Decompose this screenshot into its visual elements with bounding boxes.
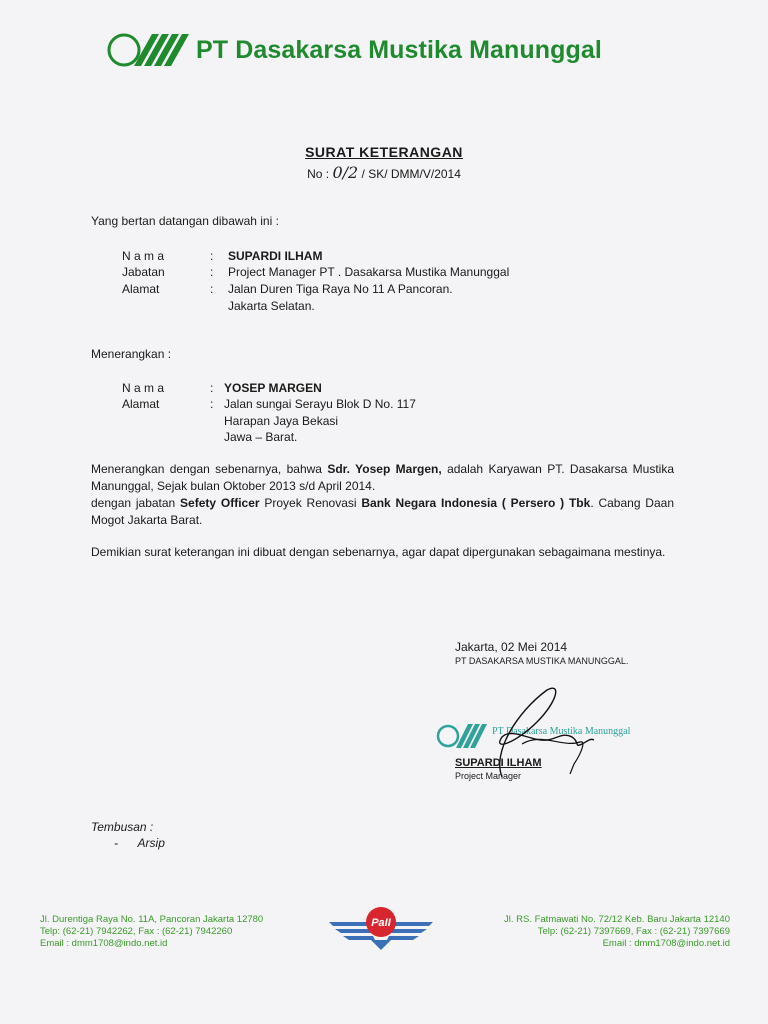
body-text: dengan jabatan <box>91 496 181 510</box>
field-colon: : <box>210 249 214 263</box>
footer-left-address <box>40 914 263 950</box>
bank-name: Bank Negara Indonesia ( Persero ) Tbk <box>361 496 591 510</box>
document-title: SURAT KETERANGAN <box>305 144 463 160</box>
company-logo-icon <box>104 28 194 72</box>
footer-right-address <box>504 914 730 950</box>
footer-line: Telp: (62-21) 7942262, Fax : (62-21) 7942260 <box>40 926 233 937</box>
footer-line: Jl. RS. Fatmawati No. 72/12 Keb. Baru Jakarta 12140 <box>503 914 730 925</box>
body-text: adalah Karyawan PT. Dasakarsa Mustika Manunggal, Sejak bulan Oktober 2013 s/d April 2014. <box>91 462 674 493</box>
footer-line: Email : dmm1708@indo.net.id <box>40 938 168 949</box>
body-text: Menerangkan dengan sebenarnya, bahwa <box>91 462 328 476</box>
field-label: Alamat <box>122 397 160 411</box>
body-text: Proyek Renovasi <box>259 496 362 510</box>
signature-company: PT DASAKARSA MUSTIKA MANUNGGAL. <box>455 656 629 666</box>
field-value: Jawa – Barat. <box>224 430 298 444</box>
document-number <box>0 163 768 182</box>
employee-name: Sdr. Yosep Margen, <box>327 462 442 476</box>
number-handwritten: 0/2 <box>332 163 359 182</box>
signer-position: Project Manager <box>455 771 522 781</box>
cc-label: Tembusan : <box>91 820 154 834</box>
field-label: Jabatan <box>122 265 165 279</box>
field-value: Jalan sungai Serayu Blok D No. 117 <box>224 397 416 411</box>
signature-block <box>455 640 628 666</box>
field-value: Jalan Duren Tiga Raya No 11 A Pancoran. <box>228 282 453 296</box>
field-colon: : <box>210 381 214 395</box>
body-paragraph-1 <box>91 461 674 495</box>
number-prefix: No : <box>307 167 330 181</box>
field-value: Harapan Jaya Bekasi <box>224 414 339 428</box>
field-colon: : <box>210 265 214 279</box>
company-name: PT Dasakarsa Mustika Manunggal <box>196 35 602 64</box>
number-suffix: / SK/ DMM/V/2014 <box>361 167 461 181</box>
title-block <box>0 144 768 182</box>
field-value: Jakarta Selatan. <box>228 299 315 313</box>
field-label: Alamat <box>122 282 160 296</box>
field-value: SUPARDI ILHAM <box>228 249 323 263</box>
field-label: N a m a <box>122 381 165 395</box>
footer-line: Jl. Durentiga Raya No. 11A, Pancoran Jakarta 12780 <box>40 914 264 925</box>
letterhead <box>104 28 602 72</box>
footer-line: Email : dmm1708@indo.net.id <box>602 938 730 949</box>
field-colon: : <box>210 397 214 411</box>
body-text: . Cabang Daan Mogot Jakarta Barat. <box>91 496 674 527</box>
cc-item: - Arsip <box>114 836 165 850</box>
emblem-text: PaII <box>371 917 391 929</box>
winged-emblem-logo-icon <box>325 900 437 952</box>
stamp-text: PT Dasakarsa Mustika Manunggal <box>492 726 631 737</box>
job-title: Sefety Officer <box>180 496 260 510</box>
body-paragraph-3: Demikian surat keterangan ini dibuat dengan sebenarnya, agar dapat dipergunakan sebagaimana mestinya. <box>91 545 666 559</box>
field-label: N a m a <box>122 249 165 263</box>
intro-text: Yang bertan datangan dibawah ini : <box>91 214 279 228</box>
body-paragraph-2 <box>91 495 674 529</box>
place-date: Jakarta, 02 Mei 2014 <box>455 640 568 654</box>
explains-label: Menerangkan : <box>91 347 172 361</box>
signer-name: SUPARDI ILHAM <box>455 757 542 769</box>
footer-line: Telp: (62-21) 7397669, Fax : (62-21) 7397669 <box>537 926 730 937</box>
field-value: YOSEP MARGEN <box>224 381 322 395</box>
field-value: Project Manager PT . Dasakarsa Mustika Manunggal <box>228 265 510 279</box>
field-colon: : <box>210 282 214 296</box>
